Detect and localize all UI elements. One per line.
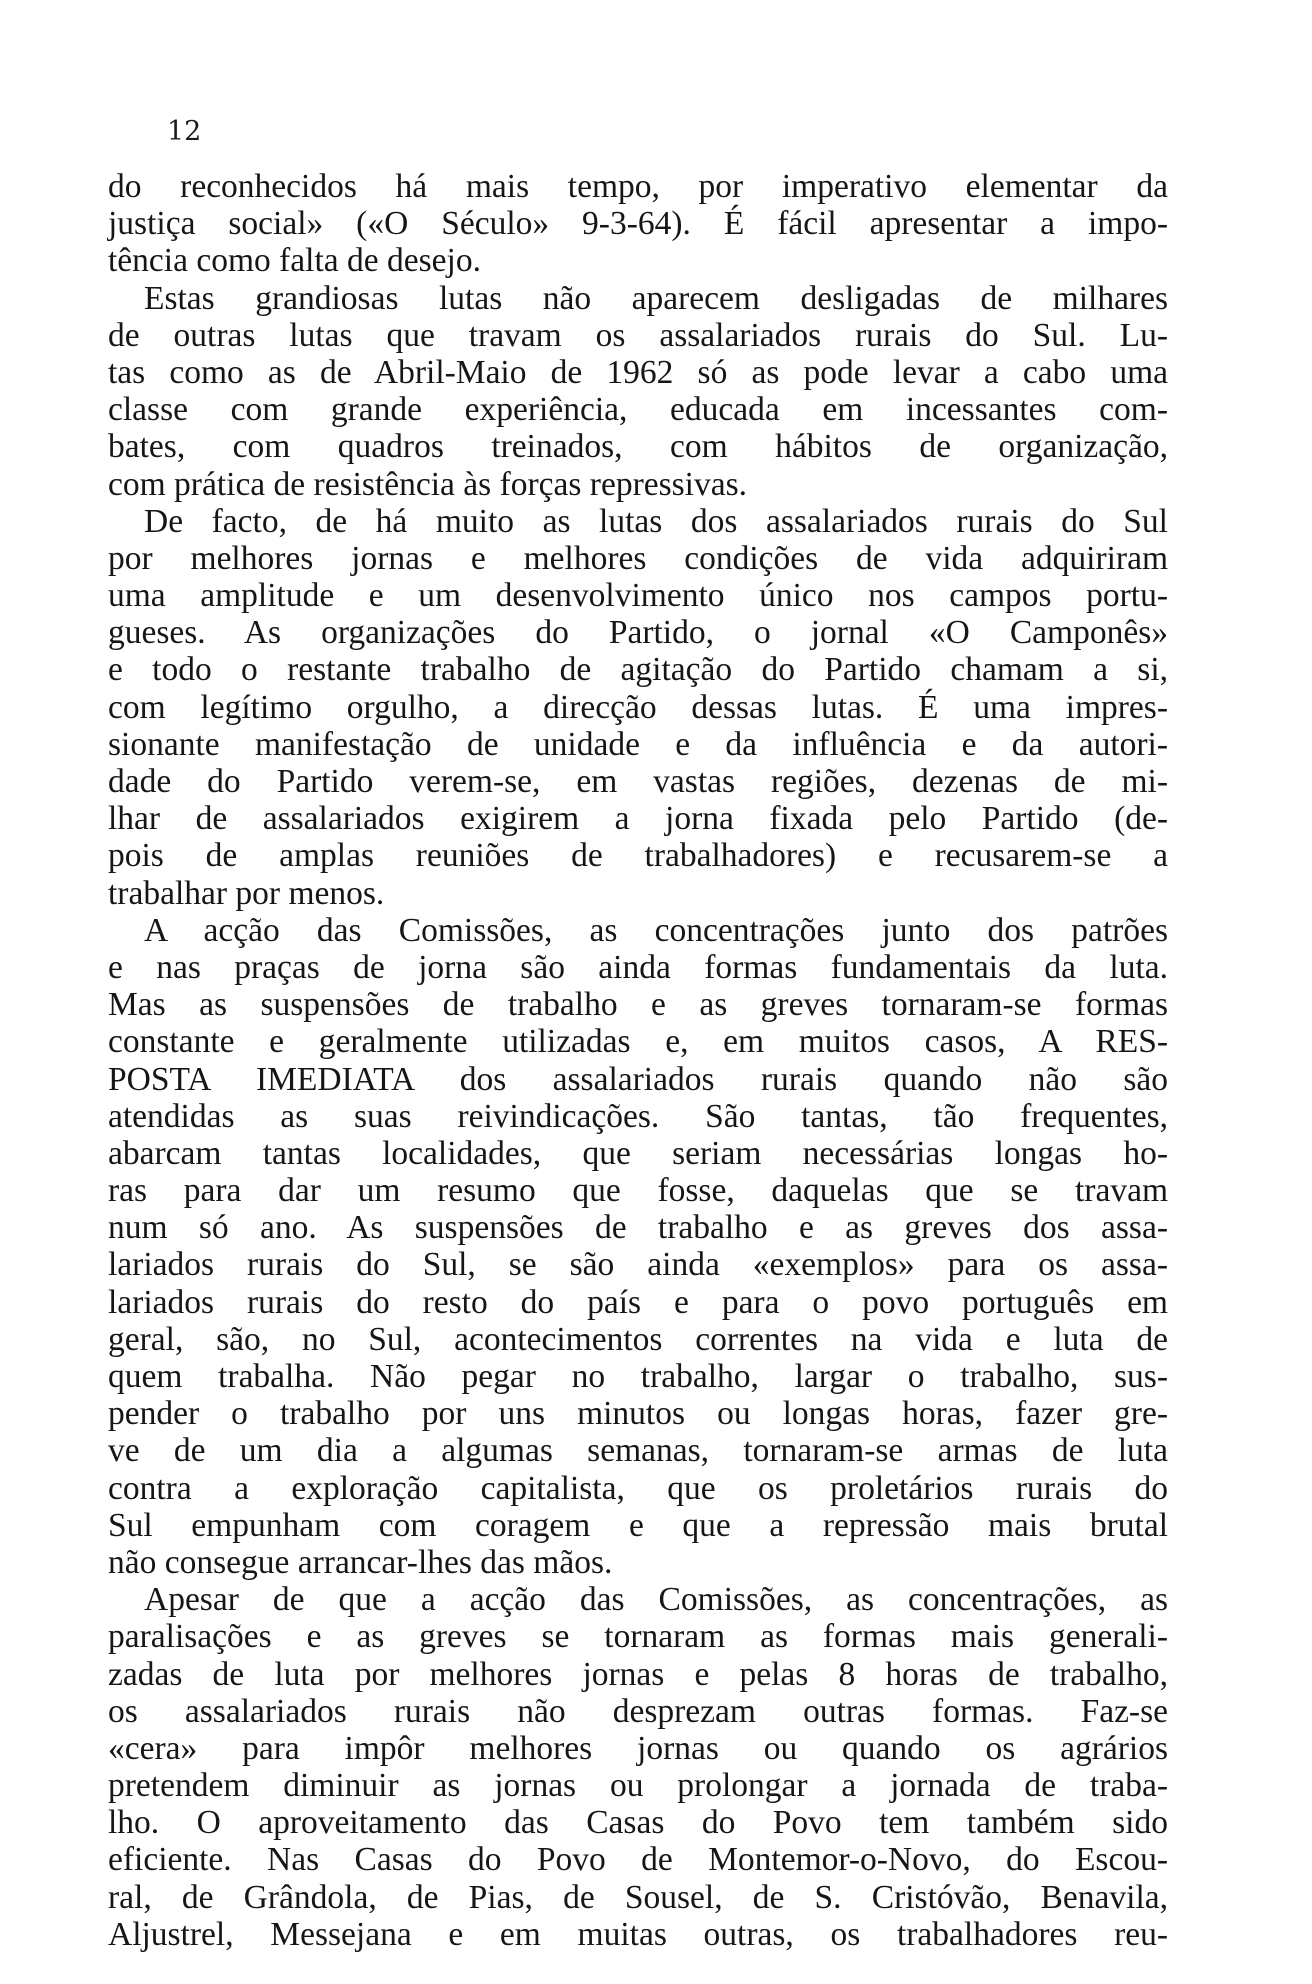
- paragraph: [108, 168, 1168, 280]
- text-line: pender o trabalho por uns minutos ou longas horas, fazer gre-: [108, 1395, 1168, 1433]
- text-line: De facto, de há muito as lutas dos assalariados rurais do Sul: [144, 502, 1168, 540]
- text-line: zadas de luta por melhores jornas e pelas 8 horas de trabalho,: [108, 1655, 1168, 1693]
- paragraph: [108, 503, 1168, 912]
- text-line: pois de amplas reuniões de trabalhadores) e recusarem-se a: [108, 837, 1168, 875]
- paragraph: [108, 1581, 1168, 1953]
- text-line: com prática de resistência às forças repressivas.: [108, 465, 748, 503]
- text-line: gueses. As organizações do Partido, o jornal «O Camponês»: [108, 614, 1168, 652]
- text-line: do reconhecidos há mais tempo, por imperativo elementar da: [108, 168, 1168, 205]
- text-line: ve de um dia a algumas semanas, tornaram-se armas de luta: [108, 1432, 1168, 1470]
- paragraph: [108, 912, 1168, 1581]
- text-line: quem trabalha. Não pegar no trabalho, largar o trabalho, sus-: [108, 1358, 1168, 1395]
- text-line: constante e geralmente utilizadas e, em muitos casos, A RES-: [108, 1023, 1168, 1061]
- text-line: ras para dar um resumo que fosse, daquelas que se travam: [108, 1172, 1168, 1210]
- text-line: por melhores jornas e melhores condições de vida adquiriram: [108, 539, 1168, 577]
- text-line: e nas praças de jorna são ainda formas fundamentais da luta.: [108, 948, 1168, 986]
- body-text: [108, 168, 1168, 1953]
- text-line: de outras lutas que travam os assalariados rurais do Sul. Lu-: [108, 316, 1168, 354]
- text-line: eficiente. Nas Casas do Povo de Montemor-o-Novo, do Escou-: [108, 1841, 1168, 1879]
- text-line: com legítimo orgulho, a direcção dessas lutas. É uma impres-: [108, 688, 1168, 726]
- text-line: paralisações e as greves se tornaram as formas mais generali-: [108, 1618, 1168, 1656]
- text-line: dade do Partido verem-se, em vastas regiões, dezenas de mi-: [108, 763, 1168, 800]
- page-number: 12: [167, 116, 202, 147]
- text-line: Aljustrel, Messejana e em muitas outras, os trabalhadores reu-: [108, 1915, 1168, 1953]
- text-line: tência como falta de desejo.: [108, 242, 481, 280]
- text-line: classe com grande experiência, educada em incessantes com-: [108, 391, 1168, 429]
- text-line: POSTA IMEDIATA dos assalariados rurais quando não são: [108, 1060, 1168, 1098]
- text-line: contra a exploração capitalista, que os proletários rurais do: [108, 1469, 1168, 1507]
- text-line: os assalariados rurais não desprezam outras formas. Faz-se: [108, 1692, 1168, 1730]
- text-line: e todo o restante trabalho de agitação do Partido chamam a si,: [108, 651, 1168, 689]
- text-line: lho. O aproveitamento das Casas do Povo tem também sido: [108, 1804, 1168, 1842]
- text-line: Sul empunham com coragem e que a repressão mais brutal: [108, 1506, 1168, 1544]
- text-line: atendidas as suas reivindicações. São tantas, tão frequentes,: [108, 1097, 1168, 1135]
- text-line: Estas grandiosas lutas não aparecem desligadas de milhares: [144, 279, 1168, 317]
- text-line: trabalhar por menos.: [108, 874, 385, 912]
- text-line: num só ano. As suspensões de trabalho e as greves dos assa-: [108, 1209, 1168, 1247]
- text-line: lariados rurais do Sul, se são ainda «exemplos» para os assa-: [108, 1246, 1168, 1284]
- text-line: sionante manifestação de unidade e da influência e da autori-: [108, 725, 1168, 763]
- text-line: abarcam tantas localidades, que seriam necessárias longas ho-: [108, 1134, 1168, 1172]
- text-line: Mas as suspensões de trabalho e as greves tornaram-se formas: [108, 986, 1168, 1024]
- text-line: lariados rurais do resto do país e para o povo português em: [108, 1283, 1168, 1321]
- paragraph: [108, 280, 1168, 503]
- text-line: ral, de Grândola, de Pias, de Sousel, de S. Cristóvão, Benavila,: [108, 1878, 1168, 1916]
- text-line: tas como as de Abril-Maio de 1962 só as pode levar a cabo uma: [108, 353, 1168, 391]
- text-line: «cera» para impôr melhores jornas ou quando os agrários: [108, 1729, 1168, 1767]
- text-line: justiça social» («O Século» 9-3-64). É fácil apresentar a impo-: [108, 205, 1168, 243]
- text-line: bates, com quadros treinados, com hábitos de organização,: [108, 428, 1168, 466]
- text-line: uma amplitude e um desenvolvimento único nos campos portu-: [108, 577, 1168, 615]
- text-line: A acção das Comissões, as concentrações junto dos patrões: [144, 911, 1168, 949]
- text-line: não consegue arrancar-lhes das mãos.: [108, 1543, 613, 1581]
- text-line: Apesar de que a acção das Comissões, as concentrações, as: [144, 1581, 1168, 1619]
- text-line: geral, são, no Sul, acontecimentos correntes na vida e luta de: [108, 1320, 1168, 1358]
- text-line: lhar de assalariados exigirem a jorna fixada pelo Partido (de-: [108, 800, 1168, 838]
- text-line: pretendem diminuir as jornas ou prolongar a jornada de traba-: [108, 1767, 1168, 1805]
